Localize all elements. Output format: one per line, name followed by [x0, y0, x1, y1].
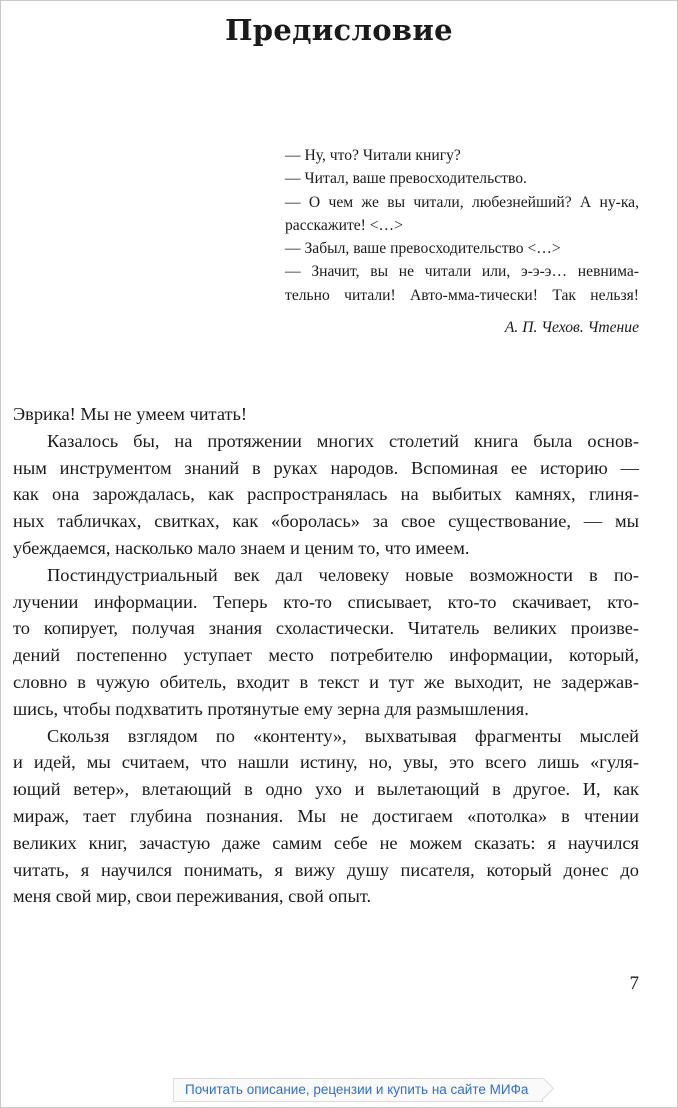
body-text — [13, 401, 639, 910]
body-line: меня свой мир, свои переживания, свой опыт. — [13, 886, 372, 907]
body-line: ных табличках, свитках, как «боролась» за свое существование, — мы — [13, 511, 639, 532]
body-line: мираж, тает глубина познания. Мы не достигаем «потолка» в чтении — [13, 805, 639, 826]
body-line: как она зарождалась, как распространялась на выбитых камнях, глиня- — [13, 484, 639, 505]
body-line: то копирует, получая знания схоластически. Читатель великих произве- — [13, 618, 639, 639]
body-line: Постиндустриальный век дал человеку новые возможности в по- — [47, 564, 639, 585]
epigraph-line: — Ну, что? Читали книгу? — [285, 147, 461, 164]
epigraph-line: тельно читали! Авто-мма-тически! Так нельзя! — [285, 286, 639, 304]
body-line: шись, чтобы подхватить протянутые ему зерна для размышления. — [13, 698, 529, 719]
epigraph-line: расскажите! <…> — [285, 216, 403, 234]
arrow-right-icon — [533, 1078, 554, 1099]
body-line: ющий ветер», влетающий в одно ухо и вылетающий в другое. И, как — [13, 779, 639, 800]
epigraph-source: А. П. Чехов. Чтение — [504, 319, 639, 336]
body-line: Казалось бы, на протяжении многих столетий книга была основ- — [47, 430, 639, 451]
body-line: великих книг, зачастую даже самим себе не можем сказать: я научился — [13, 832, 639, 853]
body-line: словно в чужую обитель, входит в текст и тут же выходит, не задержав- — [13, 671, 639, 692]
epigraph-line: — О чем же вы читали, любезнейший? А ну-ка, — [285, 193, 639, 211]
epigraph-line: — Значит, вы не читали или, э-э-э… невнима- — [285, 263, 639, 281]
body-line: дений постепенно уступает место потребителю информации, который, — [13, 645, 639, 666]
epigraph-line: — Забыл, ваше превосходительство <…> — [285, 240, 561, 258]
epigraph — [285, 144, 639, 307]
body-line: читать, я научился понимать, я вижу душу писателя, который донес до — [13, 859, 639, 880]
body-line: и идей, мы считаем, что нашли истину, но, увы, это всего лишь «гуля- — [13, 752, 639, 773]
body-line: ным инструментом знаний в руках народов. Вспоминая ее историю — — [13, 457, 639, 478]
page-number: 7 — [629, 973, 639, 994]
epigraph-line: — Читал, ваше превосходительство. — [285, 170, 527, 188]
promo-link-label: Почитать описание, рецензии и купить на сайте МИФа — [185, 1082, 529, 1097]
body-line: Скользя взглядом по «контенту», выхватывая фрагменты мыслей — [47, 725, 639, 746]
body-line: лучении информации. Теперь кто-то списывает, кто-то скачивает, кто- — [13, 591, 639, 612]
body-line: Эврика! Мы не умеем читать! — [13, 404, 248, 424]
buy-on-mif-link[interactable] — [173, 1078, 543, 1102]
chapter-title: Предисловие — [225, 13, 453, 47]
body-line: убеждаемся, насколько мало знаем и ценим то, что имеем. — [13, 537, 470, 558]
